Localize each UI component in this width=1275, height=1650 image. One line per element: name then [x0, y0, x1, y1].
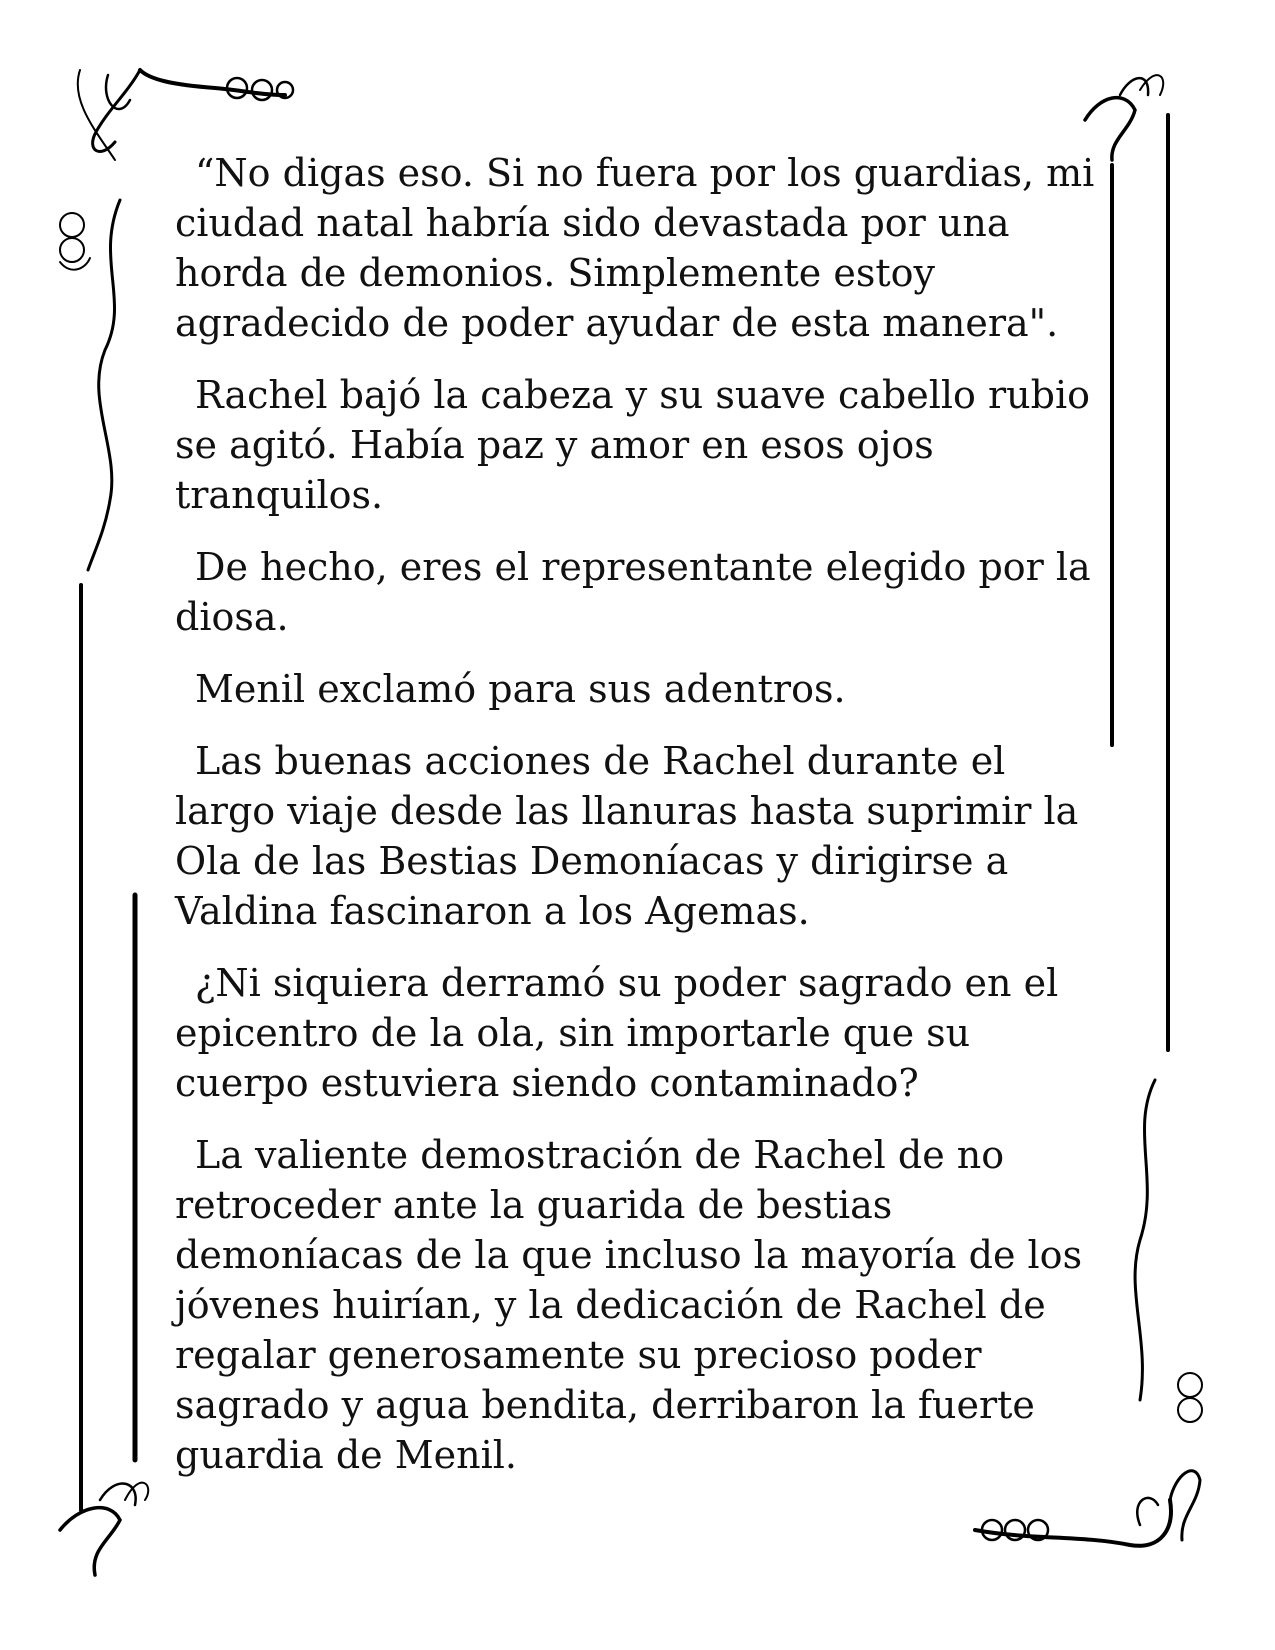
- paragraph-4: Menil exclamó para sus adentros.: [195, 667, 846, 711]
- paragraph-2: Rachel bajó la cabeza y su suave cabello rubio se agitó. Había paz y amor en esos ojos tranquilos.: [175, 373, 1091, 517]
- paragraph-1: “No digas eso. Si no fuera por los guardias, mi ciudad natal habría sido devastada por una horda de demonios. Simplemente estoy agradecido de poder ayudar de esta manera".: [175, 151, 1095, 345]
- paragraph-5: Las buenas acciones de Rachel durante el largo viaje desde las llanuras hasta suprimir la Ola de las Bestias Demoníacas y dirigirse a Valdina fascinaron a los Agemas.: [175, 739, 1079, 933]
- paragraph-3: De hecho, eres el representante elegido por la diosa.: [175, 545, 1091, 639]
- body-text: [175, 148, 1095, 1502]
- paragraph-6: ¿Ni siquiera derramó su poder sagrado en el epicentro de la ola, sin importarle que su cuerpo estuviera siendo contaminado?: [175, 961, 1059, 1105]
- paragraph-7: La valiente demostración de Rachel de no retroceder ante la guarida de bestias demoníacas de la que incluso la mayoría de los jóvenes huirían, y la dedicación de Rachel de regalar generosamente su precioso poder sagrado y agua bendita, derribaron la fuerte guardia de Menil.: [175, 1133, 1083, 1477]
- top-right-flourish-icon: [1085, 75, 1168, 1050]
- bottom-left-flourish-icon: [60, 1483, 148, 1575]
